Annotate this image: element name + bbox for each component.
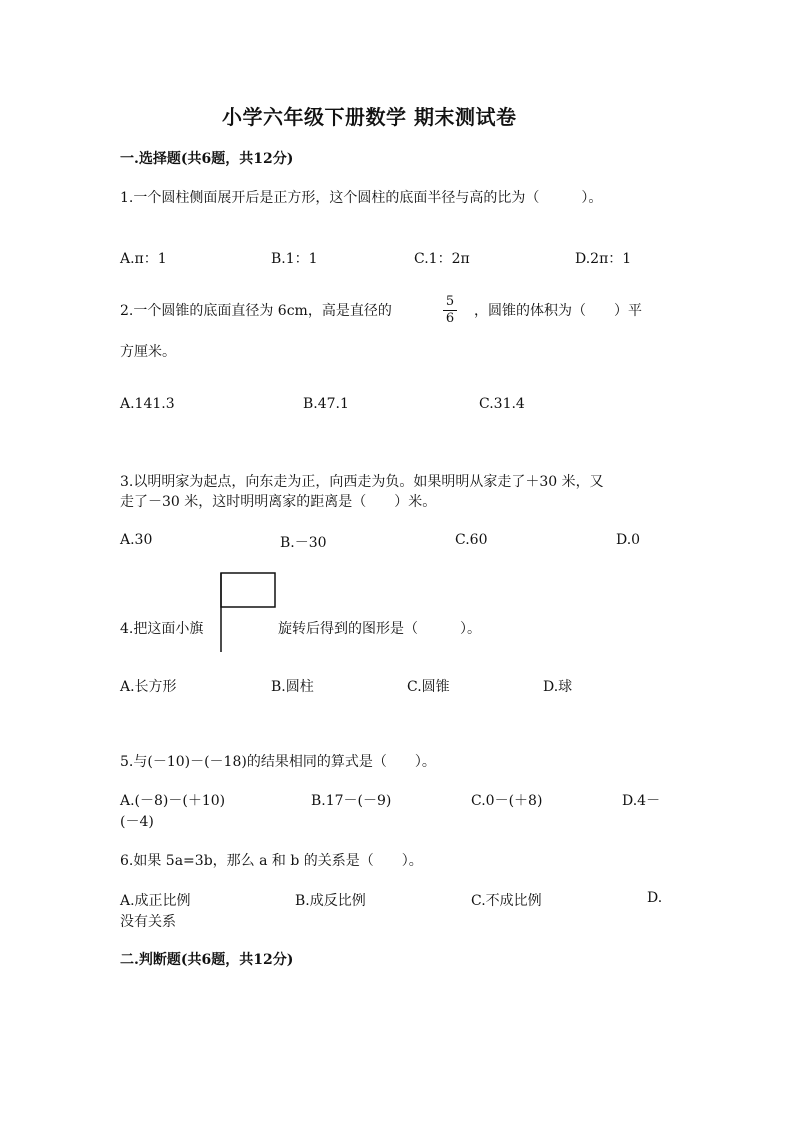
page-title: 小学六年级下册数学 期末测试卷 <box>222 105 517 129</box>
q6-option-d-cont: 没有关系 <box>120 914 176 930</box>
q4-option-b: B.圆柱 <box>271 679 314 695</box>
question-2-line-2: 方厘米。 <box>120 344 176 360</box>
q6-option-c: C.不成比例 <box>471 893 542 909</box>
q1-option-d: D.2π：1 <box>575 251 632 267</box>
q2-option-c: C.31.4 <box>479 396 525 412</box>
question-3-line-2: 走了－30 米，这时明明离家的距离是（ ）米。 <box>120 494 437 510</box>
question-5-text: 5.与(－10)－(－18)的结果相同的算式是（ ）。 <box>120 754 436 770</box>
q5-option-b: B.17－(－9) <box>311 793 392 809</box>
q1-option-b: B.1：1 <box>271 251 318 267</box>
q2-option-b: B.47.1 <box>303 396 349 412</box>
question-1-text: 1.一个圆柱侧面展开后是正方形，这个圆柱的底面半径与高的比为（ ）。 <box>120 190 603 206</box>
q6-option-d: D. <box>647 890 663 906</box>
q3-option-c: C.60 <box>455 532 488 548</box>
q4-option-a: A.长方形 <box>120 679 177 695</box>
q1-option-a: A.π：1 <box>120 251 167 267</box>
flag-cloth <box>221 573 275 607</box>
q3-option-a: A.30 <box>120 532 153 548</box>
fraction-denominator: 6 <box>445 311 455 326</box>
q5-option-a: A.(－8)－(＋10) <box>120 793 226 809</box>
q4-option-c: C.圆锥 <box>407 679 450 695</box>
q3-option-d: D.0 <box>616 532 641 548</box>
question-4-text-cont: 旋转后得到的图形是（ ）。 <box>278 621 481 637</box>
question-4-text: 4.把这面小旗 <box>120 621 204 637</box>
section-heading-choice: 一.选择题(共6题，共12分) <box>120 151 294 167</box>
question-3-line-1: 3.以明明家为起点，向东走为正，向西走为负。如果明明从家走了＋30 米，又 <box>120 474 604 490</box>
q4-option-d: D.球 <box>543 679 573 695</box>
q5-option-d-cont: (－4) <box>120 814 154 830</box>
q5-option-d: D.4－ <box>622 793 661 809</box>
flag-figure <box>219 572 279 654</box>
section-heading-judgment: 二.判断题(共6题，共12分) <box>120 952 294 968</box>
fraction-five-sixths <box>443 295 457 326</box>
fraction-numerator: 5 <box>445 294 455 309</box>
question-6-text: 6.如果 5a=3b，那么 a 和 b 的关系是（ ）。 <box>120 853 423 869</box>
q6-option-a: A.成正比例 <box>120 893 191 909</box>
q1-option-c: C.1：2π <box>414 251 470 267</box>
question-2-text-cont: ，圆锥的体积为（ ）平 <box>474 303 642 319</box>
q2-option-a: A.141.3 <box>120 396 175 412</box>
q5-option-c: C.0－(＋8) <box>471 793 543 809</box>
question-2-text: 2.一个圆锥的底面直径为 6cm，高是直径的 <box>120 303 392 319</box>
q6-option-b: B.成反比例 <box>295 893 366 909</box>
q3-option-b: B.－30 <box>280 535 327 551</box>
